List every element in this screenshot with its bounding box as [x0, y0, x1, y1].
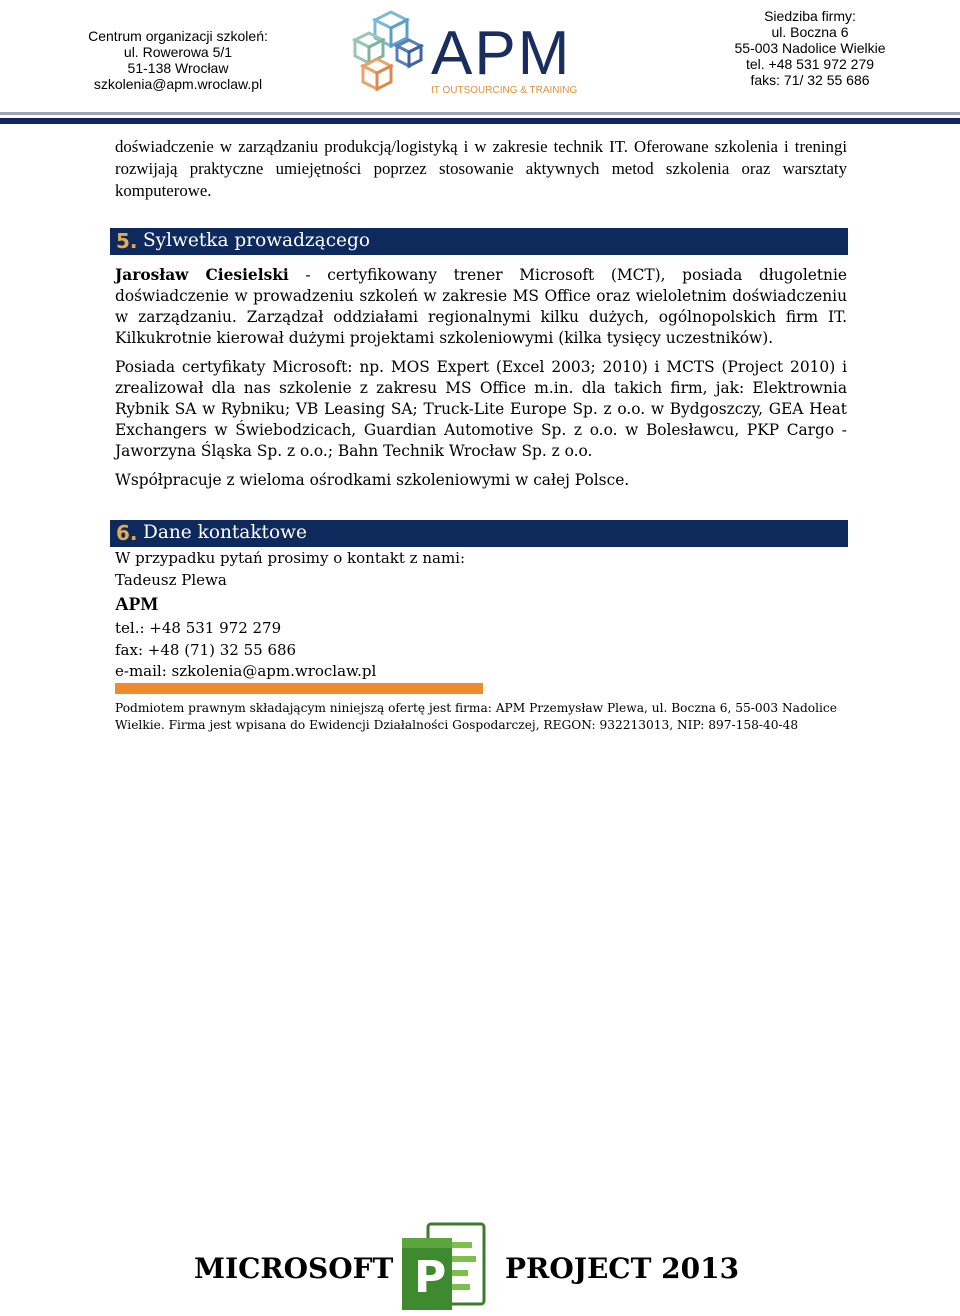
- trainer-paragraph-3: Współpracuje z wieloma ośrodkami szkoleniowymi w całej Polsce.: [115, 471, 630, 489]
- footer-microsoft: MICROSOFT: [194, 1252, 394, 1285]
- section-5-title: Sylwetka prowadzącego: [143, 230, 370, 251]
- seat-fax: faks: 71/ 32 55 686: [750, 72, 870, 88]
- trainer-bio: - certyfikowany trener Microsoft (MCT), posiada długoletnie doświadczenie w prowadzeniu szkoleń w zakresie MS Office oraz wieloletnim doświadczeniu w zarządzaniu. Zarządzał oddziałami regionalnymi kilku dużych, ogólnopolskich firm IT. Kilkukrotnie kierował dużymi projektami szkoleniowymi (kilka tysięcy uczestników).: [115, 266, 847, 347]
- contact-company: APM: [115, 594, 159, 615]
- training-center-city: 51-138 Wrocław: [127, 60, 229, 76]
- trainer-paragraph-2: Posiada certyfikaty Microsoft: np. MOS Expert (Excel 2003; 2010) i MCTS (Project 2010) i zrealizował dla nas szkolenie z zakresu MS Office m.in. dla takich firm, jak: Elektrownia Rybnik SA w Rybniku; VB Leasing SA; Truck-Lite Europe Sp. z o.o. w Bydgoszczy, GEA Heat Exchangers w Świebodzicach, Guardian Automotive Sp. z o.o. w Bolesławcu, PKP Cargo - Jaworzyna Śląska Sp. z o.o.; Bahn Technik Wrocław Sp. z o.o.: [115, 358, 847, 460]
- header-divider-gray: [0, 112, 960, 115]
- section-6-title: Dane kontaktowe: [143, 522, 307, 543]
- orange-divider: [115, 683, 483, 694]
- legal-footnote: Podmiotem prawnym składającym niniejszą ofertę jest firma: APM Przemysław Plewa, ul. Boczna 6, 55-003 Nadolice Wielkie. Firma jest wpisana do Ewidencji Działalności Gospodarczej, REGON: 932213013, NIP: 897-158-40-48: [115, 701, 837, 732]
- footer-project-2013: PROJECT 2013: [505, 1252, 740, 1285]
- trainer-profile: [115, 265, 847, 491]
- page-header: [0, 0, 960, 125]
- contact-fax: fax: +48 (71) 32 55 686: [115, 640, 297, 659]
- contact-phone[interactable]: tel.: +48 531 972 279: [115, 619, 282, 637]
- seat-title: Siedziba firmy:: [764, 8, 856, 24]
- seat-city: 55-003 Nadolice Wielkie: [734, 40, 886, 56]
- ms-project-icon: [398, 1220, 488, 1316]
- intro-text: doświadczenie w zarządzaniu produkcją/logistyką i w zakresie technik IT. Oferowane szkolenia i treningi rozwijają praktyczne umiejętności poprzez stosowanie aktywnych metod szkolenia oraz warsztaty komputerowe.: [115, 137, 847, 200]
- intro-paragraph: [115, 136, 847, 202]
- header-divider-blue: [0, 118, 960, 124]
- project-letter: P: [414, 1252, 447, 1303]
- section-6-number: 6.: [116, 521, 138, 545]
- training-center-email[interactable]: szkolenia@apm.wroclaw.pl: [93, 76, 263, 92]
- company-seat-address: [690, 8, 930, 88]
- contact-person: Tadeusz Plewa: [115, 570, 227, 589]
- section-6-header: [110, 520, 848, 547]
- seat-street: ul. Boczna 6: [771, 24, 849, 40]
- logo-text: APM: [431, 19, 572, 88]
- trainer-name: Jarosław Ciesielski: [115, 266, 289, 284]
- contact-details: [115, 548, 465, 683]
- trainer-paragraph-1: [115, 265, 847, 349]
- training-center-street: ul. Rowerowa 5/1: [123, 44, 233, 60]
- contact-intro: W przypadku pytań prosimy o kontakt z nami:: [115, 549, 466, 567]
- section-5-number: 5.: [116, 229, 138, 253]
- apm-logo: [345, 2, 585, 102]
- seat-phone: tel. +48 531 972 279: [745, 56, 875, 72]
- logo-tagline: IT OUTSOURCING & TRAINING: [431, 85, 578, 96]
- training-center-title: Centrum organizacji szkoleń:: [88, 28, 268, 44]
- contact-email[interactable]: e-mail: szkolenia@apm.wroclaw.pl: [115, 662, 377, 680]
- cubes-icon: [355, 12, 421, 89]
- training-center-address: [58, 28, 298, 92]
- section-5-header: [110, 228, 848, 255]
